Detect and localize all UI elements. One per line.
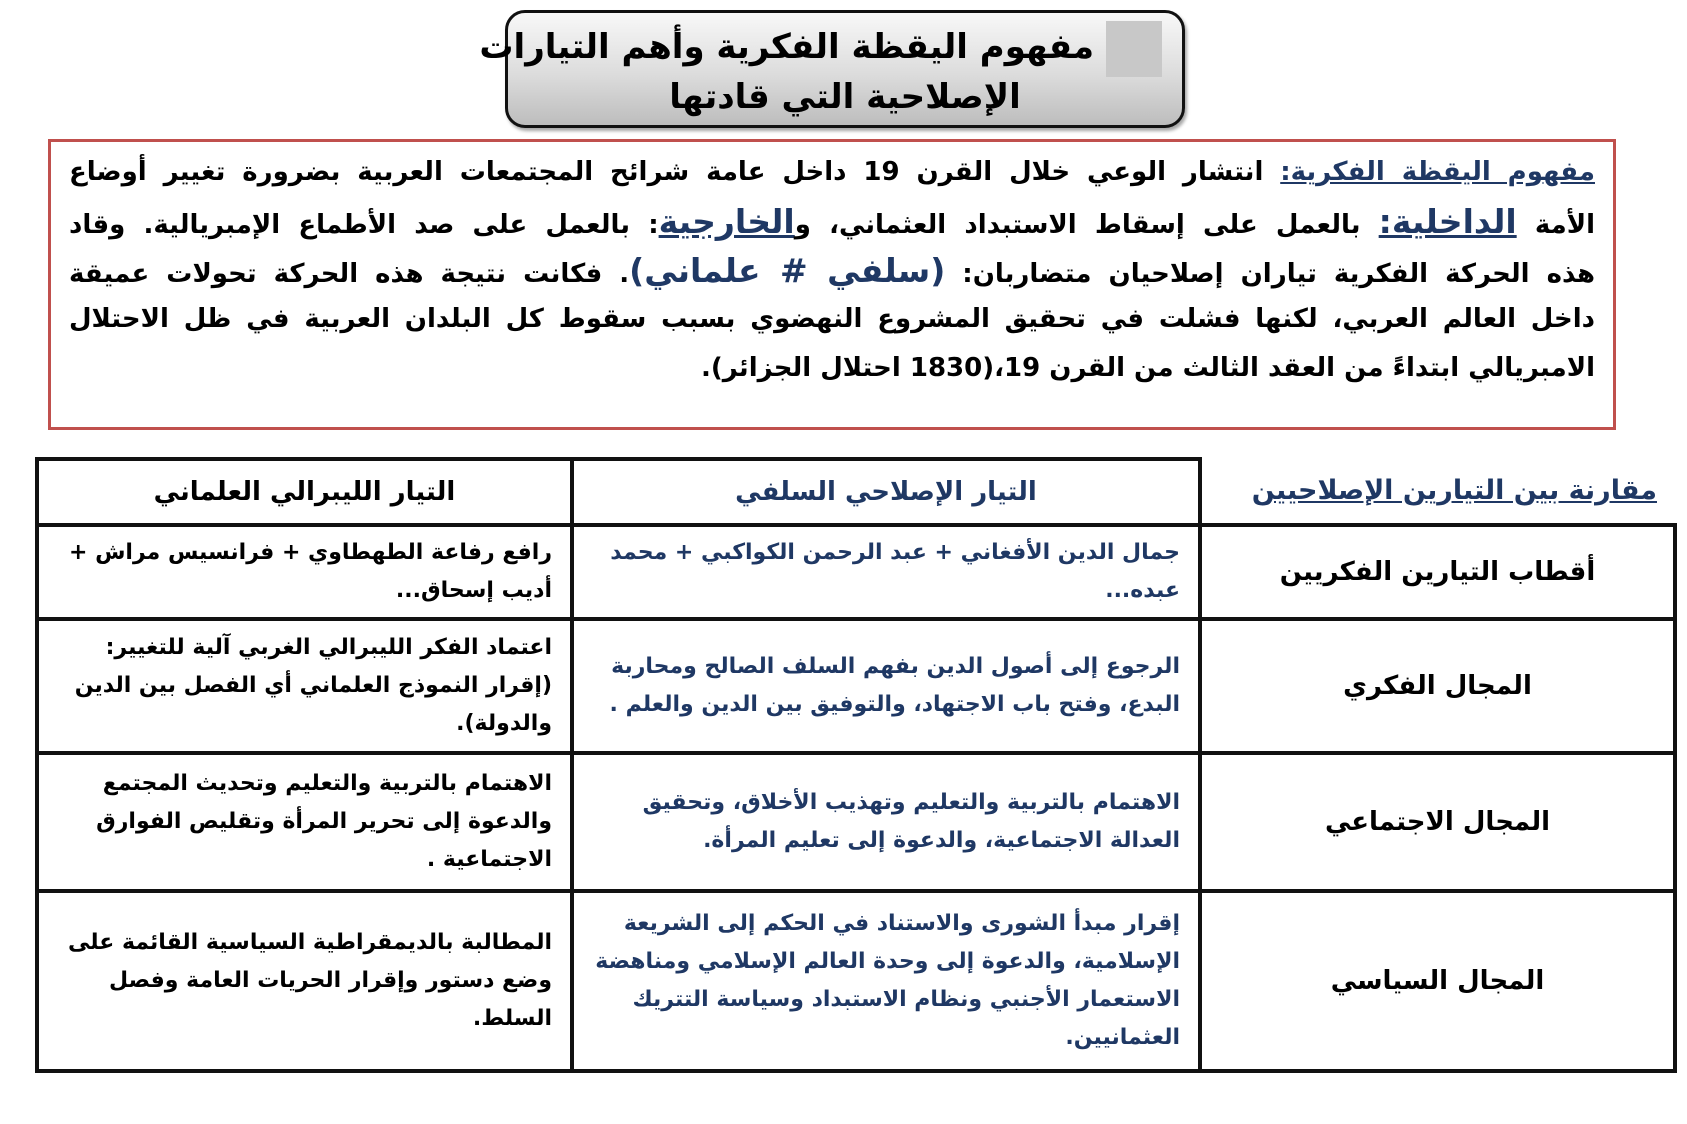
intro-paragraph xyxy=(48,139,1616,430)
intro-text-3b: . فكانت نتيجة هذه الحركة تحولات عميقة xyxy=(69,259,630,289)
table-row xyxy=(37,753,1675,891)
column-header-liberal: التيار الليبرالي العلماني xyxy=(37,459,572,525)
salafi-cell: جمال الدين الأفغاني + عبد الرحمن الكواكبي + محمد عبده... xyxy=(572,525,1200,619)
intro-line-2 xyxy=(69,197,1595,246)
title-line-1: مفهوم اليقظة الفكرية وأهم التيارات xyxy=(479,27,1094,67)
title-line-2: الإصلاحية التي قادتها xyxy=(669,77,1021,117)
salafi-cell: الاهتمام بالتربية والتعليم وتهذيب الأخلاق، وتحقيق العدالة الاجتماعية، والدعوة إلى تعليم المرأة. xyxy=(572,753,1200,891)
table-row xyxy=(37,891,1675,1071)
comparison-table xyxy=(35,457,1677,1073)
intro-text-3a: هذه الحركة الفكرية تياران إصلاحيان متضاربان: xyxy=(945,259,1595,289)
intro-line-1 xyxy=(69,148,1595,197)
title-decoration xyxy=(1106,21,1162,77)
intro-text-2c: : بالعمل على صد الأطماع الإمبريالية. وقاد xyxy=(69,210,659,240)
external-keyword: الخارجية xyxy=(658,202,795,241)
intro-text-2a: الأمة xyxy=(1516,210,1595,240)
concept-label: مفهوم اليقظة الفكرية: xyxy=(1280,157,1595,187)
row-label: المجال الفكري xyxy=(1200,619,1675,753)
liberal-cell: الاهتمام بالتربية والتعليم وتحديث المجتمع والدعوة إلى تحرير المرأة وتقليص الفوارق الاجتماعية . xyxy=(37,753,572,891)
salafi-cell: إقرار مبدأ الشورى والاستناد في الحكم إلى الشريعة الإسلامية، والدعوة إلى وحدة العالم الإسلامي ومناهضة الاستعمار الأجنبي ونظام الاستبداد وسياسة التتريك العثمانيين. xyxy=(572,891,1200,1071)
intro-line-3 xyxy=(69,246,1595,295)
table-header-label: مقارنة بين التيارين الإصلاحيين xyxy=(1200,459,1675,525)
internal-keyword: الداخلية: xyxy=(1378,202,1517,241)
liberal-cell: اعتماد الفكر الليبرالي الغربي آلية للتغيير: (إقرار النموذج العلماني أي الفصل بين الدين والدولة). xyxy=(37,619,572,753)
intro-text-1: انتشار الوعي خلال القرن 19 داخل عامة شرائح المجتمعات العربية بضرورة تغيير أوضاع xyxy=(69,157,1281,187)
table-row xyxy=(37,525,1675,619)
intro-line-5: الامبريالي ابتداءً من العقد الثالث من القرن 19،(1830 احتلال الجزائر). xyxy=(701,353,1595,383)
table-row xyxy=(37,619,1675,753)
liberal-cell: المطالبة بالديمقراطية السياسية القائمة على وضع دستور وإقرار الحريات العامة وفصل السلط. xyxy=(37,891,572,1071)
row-label: المجال الاجتماعي xyxy=(1200,753,1675,891)
title-box xyxy=(479,10,1185,128)
intro-text-2b: بالعمل على إسقاط الاستبداد العثماني، و xyxy=(794,210,1379,240)
row-label: المجال السياسي xyxy=(1200,891,1675,1071)
salafi-cell: الرجوع إلى أصول الدين بفهم السلف الصالح ومحاربة البدع، وفتح باب الاجتهاد، والتوفيق بين الدين والعلم . xyxy=(572,619,1200,753)
column-header-salafi: التيار الإصلاحي السلفي xyxy=(572,459,1200,525)
intro-line-4: داخل العالم العربي، لكنها فشلت في تحقيق المشروع النهضوي بسبب سقوط كل البلدان العربية في ظل الاحتلال xyxy=(69,304,1595,334)
liberal-cell: رافع رفاعة الطهطاوي + فرانسيس مراش + أديب إسحاق... xyxy=(37,525,572,619)
table-header-row xyxy=(37,459,1675,525)
row-label: أقطاب التيارين الفكريين xyxy=(1200,525,1675,619)
currents-keyword: (سلفي # علماني) xyxy=(629,251,946,290)
